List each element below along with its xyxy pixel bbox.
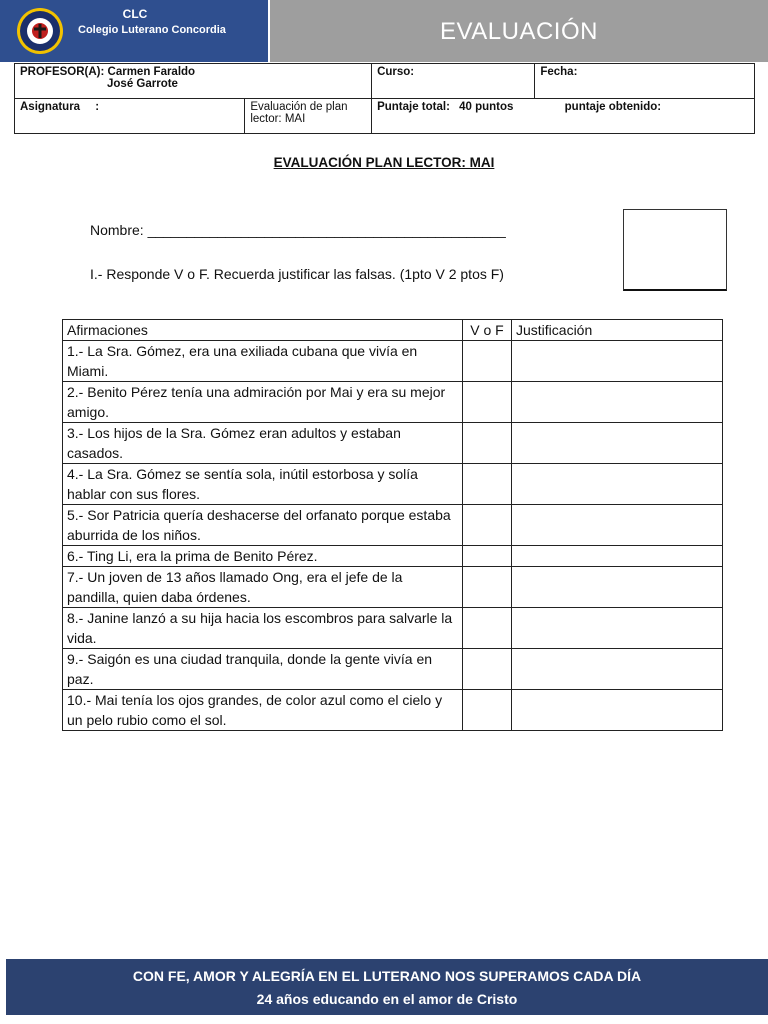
asignatura-label: Asignatura (20, 101, 81, 113)
header-justificacion: Justificación (512, 320, 723, 341)
evaluation-title: EVALUACIÓN PLAN LECTOR: MAI (273, 155, 495, 170)
school-brand (0, 0, 268, 62)
justification-cell[interactable] (512, 423, 723, 464)
table-row (63, 546, 723, 567)
profesor-label: PROFESOR(A): Carmen Faraldo (20, 66, 196, 78)
info-table (14, 63, 755, 134)
profesor-cell (15, 64, 372, 99)
title-band (270, 0, 768, 62)
table-row (63, 690, 723, 731)
score-box[interactable] (623, 209, 727, 291)
puntaje-total-label: Puntaje total: (377, 101, 450, 113)
asignatura-cell (15, 99, 245, 134)
answer-cell[interactable] (463, 341, 512, 382)
table-row (63, 505, 723, 546)
justification-cell[interactable] (512, 608, 723, 649)
asignatura-separator: : (95, 101, 100, 113)
school-name: Colegio Luterano Concordia (78, 24, 226, 36)
justification-cell[interactable] (512, 341, 723, 382)
statement-cell: 7.- Un joven de 13 años llamado Ong, era el jefe de la pandilla, quien daba órdenes. (63, 567, 463, 608)
answer-cell[interactable] (463, 423, 512, 464)
curso-label: Curso: (377, 66, 415, 78)
statement-cell: 6.- Ting Li, era la prima de Benito Pérez. (63, 546, 463, 567)
info-row-2 (15, 99, 755, 134)
statement-cell: 8.- Janine lanzó a su hija hacia los escombros para salvarle la vida. (63, 608, 463, 649)
statement-cell: 1.- La Sra. Gómez, era una exiliada cubana que vivía en Miami. (63, 341, 463, 382)
instruction-text: I.- Responde V o F. Recuerda justificar las falsas. (1pto V 2 ptos F) (90, 266, 504, 282)
justification-cell[interactable] (512, 505, 723, 546)
statement-cell: 4.- La Sra. Gómez se sentía sola, inútil estorbosa y solía hablar con sus flores. (63, 464, 463, 505)
footer-motto: CON FE, AMOR Y ALEGRÍA EN EL LUTERANO NOS SUPERAMOS CADA DÍA (132, 968, 642, 984)
evaluacion-cell (245, 99, 372, 134)
statement-cell: 5.- Sor Patricia quería deshacerse del orfanato porque estaba aburrida de los niños. (63, 505, 463, 546)
answer-cell[interactable] (463, 608, 512, 649)
header-v-o-f: V o F (463, 320, 512, 341)
table-row (63, 567, 723, 608)
answer-cell[interactable] (463, 567, 512, 608)
statements-table (62, 319, 723, 731)
justification-cell[interactable] (512, 649, 723, 690)
justification-cell[interactable] (512, 567, 723, 608)
puntaje-total-value: 40 puntos (459, 101, 514, 113)
table-row (63, 423, 723, 464)
table-header-row (63, 320, 723, 341)
table-row (63, 341, 723, 382)
table-row (63, 464, 723, 505)
profesor-line2: José Garrote (107, 78, 178, 90)
answer-cell[interactable] (463, 649, 512, 690)
justification-cell[interactable] (512, 464, 723, 505)
school-acronym: CLC (122, 7, 148, 21)
info-row-1 (15, 64, 755, 99)
answer-cell[interactable] (463, 464, 512, 505)
page-title: EVALUACIÓN (440, 18, 598, 45)
statement-cell: 10.- Mai tenía los ojos grandes, de color azul como el cielo y un pelo rubio como el sol. (63, 690, 463, 731)
footer-tagline: 24 años educando en el amor de Cristo (256, 991, 518, 1007)
fecha-cell (535, 64, 755, 99)
curso-cell (372, 64, 535, 99)
school-seal-icon (16, 7, 64, 55)
answer-cell[interactable] (463, 546, 512, 567)
page-header (0, 0, 768, 62)
table-row (63, 382, 723, 423)
statement-cell: 9.- Saigón es una ciudad tranquila, donde la gente vivía en paz. (63, 649, 463, 690)
fecha-label: Fecha: (540, 66, 578, 78)
puntaje-cell (372, 99, 755, 134)
puntaje-obtenido-label: puntaje obtenido: (564, 101, 662, 113)
page-footer (6, 959, 768, 1015)
header-afirmaciones: Afirmaciones (63, 320, 463, 341)
evaluacion-label: Evaluación de plan lector: MAI (250, 101, 348, 125)
name-field[interactable]: Nombre: ______________________________________________ (90, 222, 506, 238)
justification-cell[interactable] (512, 546, 723, 567)
table-row (63, 608, 723, 649)
table-row (63, 649, 723, 690)
answer-cell[interactable] (463, 382, 512, 423)
statement-cell: 2.- Benito Pérez tenía una admiración por Mai y era su mejor amigo. (63, 382, 463, 423)
answer-cell[interactable] (463, 505, 512, 546)
justification-cell[interactable] (512, 690, 723, 731)
answer-cell[interactable] (463, 690, 512, 731)
justification-cell[interactable] (512, 382, 723, 423)
statement-cell: 3.- Los hijos de la Sra. Gómez eran adultos y estaban casados. (63, 423, 463, 464)
